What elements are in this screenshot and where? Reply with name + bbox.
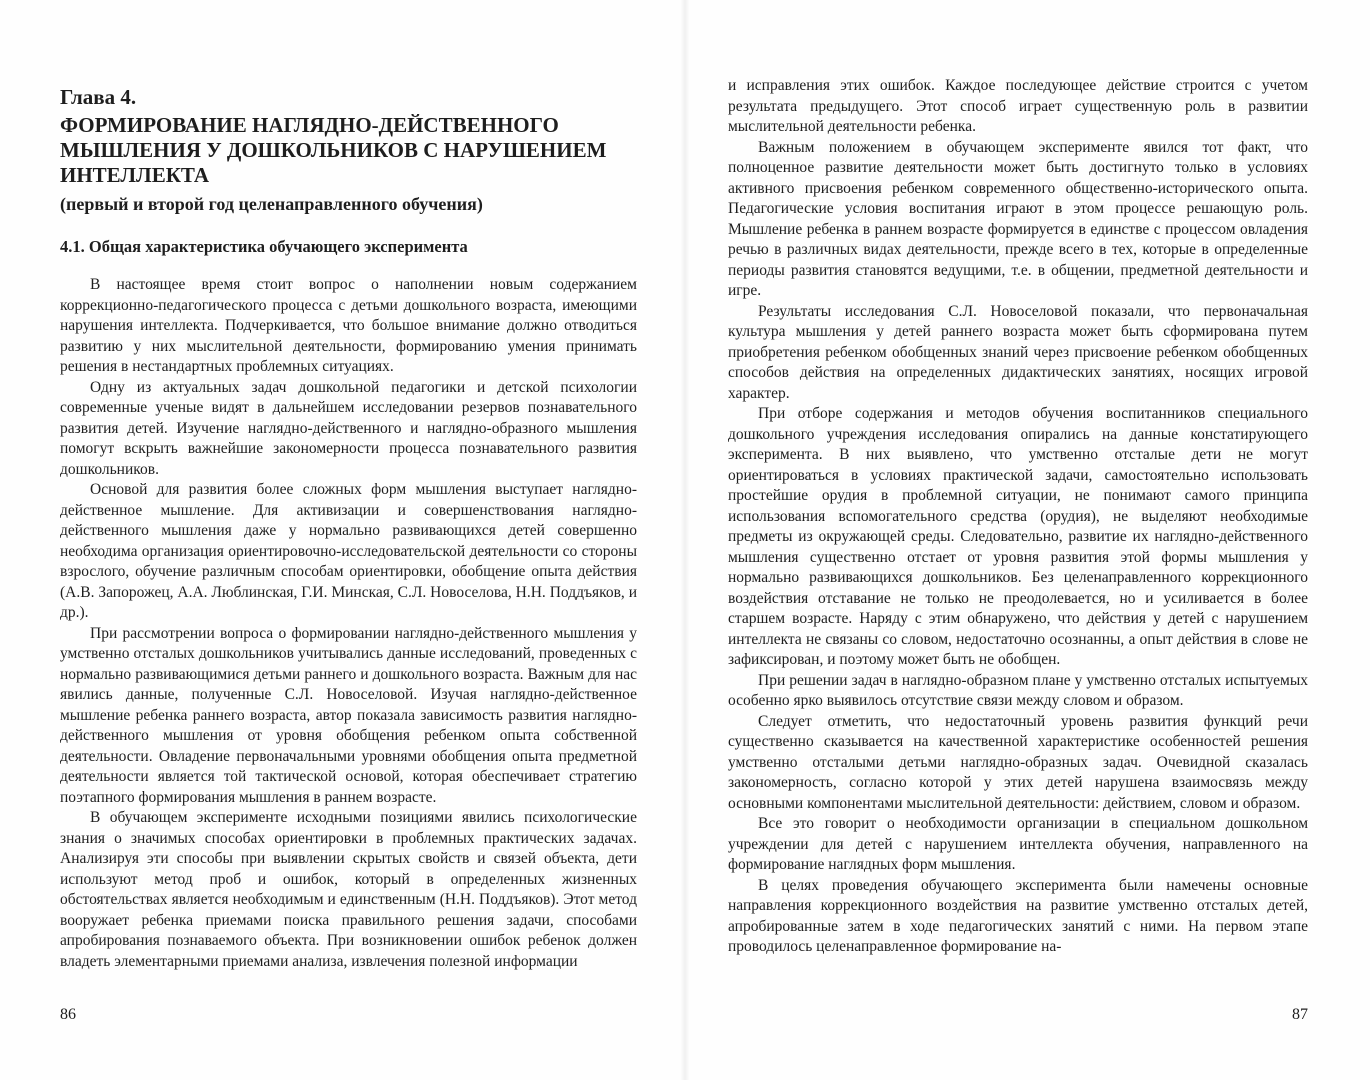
paragraph: В целях проведения обучающего эксперимента были намечены основные направления коррекционного воздействия на развитие умственно отсталых детей, апробированные затем в ходе педагогических занятий с ними. На первом этапе проводилось целенаправленное формирование на- — [728, 876, 1308, 955]
right-page — [685, 0, 1370, 1080]
paragraph: При рассмотрении вопроса о формировании наглядно-действенного мышления у умственно отсталых дошкольников учитывались данные исследований, проведенных с нормально развивающимися детьми раннего и дошкольного возраста. Важным для нас явились данные, полученные С.Л. Новоселовой. Изучая наглядно-действенное мышление ребенка раннего возраста, автор показала зависимость развития наглядно-действенного мышления от уровня обобщения ребенком опыта собственной деятельности. Овладение первоначальными уровнями обобщения опыта предметной деятельности является той тактической основой, которая обеспечивает стратегию поэтапного формирования мышления в раннем возрасте. — [60, 624, 637, 806]
chapter-title: ФОРМИРОВАНИЕ НАГЛЯДНО-ДЕЙСТВЕННОГО МЫШЛЕНИЯ У ДОШКОЛЬНИКОВ С НАРУШЕНИЕМ ИНТЕЛЛЕКТА — [60, 113, 607, 187]
paragraph: Следует отметить, что недостаточный уровень развития функций речи существенно сказывается на качественной характеристике особенностей решения умственно отсталыми детьми наглядно-образных задач. Очевидной сказалась закономерность, согласно которой у этих детей нарушена взаимосвязь между основными компонентами мыслительной деятельности: действием, словом и образом. — [728, 712, 1308, 812]
paragraph: Одну из актуальных задач дошкольной педагогики и детской психологии современные ученые видят в дальнейшем исследовании резервов познавательного развития детей. Изучение наглядно-действенного и наглядно-образного мышления помогут вскрыть важнейшие закономерности процесса познавательного развития дошкольников. — [60, 378, 637, 478]
paragraph: Результаты исследования С.Л. Новоселовой показали, что первоначальная культура мышления у детей раннего возраста может быть сформирована путем приобретения ребенком обобщенных знаний через присвоение ребенком обобщенных способов действия на определенных дидактических занятиях, носящих игровой характер. — [728, 302, 1308, 402]
paragraph: В настоящее время стоит вопрос о наполнении новым содержанием коррекционно-педагогического процесса с детьми дошкольного возраста, имеющими нарушения интеллекта. Подчеркивается, что большое внимание должно отводиться развитию у них мыслительной деятельности, формированию умения принимать решения в нестандартных проблемных ситуациях. — [60, 276, 637, 375]
paragraph: Основой для развития более сложных форм мышления выступает наглядно-действенное мышление. Для активизации и совершенствования наглядно-действенного мышления даже у нормально развивающихся детей совершенно необходима организация ориентировочно-исследовательской деятельности со стороны взрослого, обучение различным способам ориентировки, обобщение опыта действия (А.В. Запорожец, А.А. Люблинская, Г.И. Минская, С.Л. Новоселова, Н.Н. Поддъяков, и др.). — [60, 481, 637, 621]
book-gutter — [680, 0, 690, 1080]
paragraph: и исправления этих ошибок. Каждое последующее действие строится с учетом результата предыдущего. Этот способ играет существенную роль в развитии мыслительной деятельности ребенка. — [728, 77, 1308, 135]
paragraph: Важным положением в обучающем эксперименте явился тот факт, что полноценное развитие деятельности может быть достигнуто только в условиях активного присвоения ребенком современного общественно-исторического опыта. Педагогические условия воспитания играют в этом процессе решающую роль. Мышление ребенка в раннем возрасте формируется в единстве с процессом овладения речью в различных видах деятельности, прежде всего в тех, которые в определенные периоды развития становятся ведущими, т.е. в общении, предметной деятельности и игре. — [728, 138, 1308, 299]
page-number-right: 87 — [1292, 1006, 1308, 1023]
chapter-subtitle: (первый и второй год целенаправленного обучения) — [60, 194, 483, 214]
paragraph: При отборе содержания и методов обучения воспитанников специального дошкольного учреждения исследования опирались на данные констатирующего эксперимента. В них выявлено, что умственно отсталые дети не могут ориентироваться в условиях практической задачи, самостоятельно использовать простейшие орудия в проблемной ситуации, не понимают самого принципа использования вспомогательного средства (орудия), не выделяют необходимые предметы из окружающей среды. Следовательно, развитие их наглядно-действенного мышления существенно отстает от уровня развития этой формы мышления у нормально развивающихся дошкольников. Без целенаправленного коррекционного воздействия отставание не только не преодолевается, но и усиливается в более старшем возрасте. Наряду с этим обнаружено, что действия у детей с нарушением интеллекта не связаны со словом, недостаточно осознанны, а опыт действия в слове не зафиксирован, и поэтому может быть не обобщен. — [728, 405, 1308, 668]
paragraph: Все это говорит о необходимости организации в специальном дошкольном учреждении для детей с нарушением интеллекта обучения, направленного на формирование наглядных форм мышления. — [728, 815, 1308, 873]
chapter-label: Глава 4. — [60, 85, 137, 109]
page-number-left: 86 — [60, 1006, 76, 1023]
section-title: 4.1. Общая характеристика обучающего эксперимента — [60, 237, 468, 256]
paragraph: При решении задач в наглядно-образном плане у умственно отсталых испытуемых особенно ярко выявилось отсутствие связи между словом и образом. — [728, 671, 1308, 709]
paragraph: В обучающем эксперименте исходными позициями явились психологические знания о значимых способах ориентировки в проблемных практических задачах. Анализируя эти способы при выявлении скрытых свойств и связей объекта, дети используют метод проб и ошибок, который в определенных жизненных обстоятельствах является необходимым и единственным (Н.Н. Поддъяков). Этот метод вооружает ребенка приемами поиска правильного решения задачи, способами апробирования познаваемого объекта. При возникновении ошибок ребенок должен владеть элементарными приемами анализа, извлечения полезной информации — [60, 809, 637, 970]
